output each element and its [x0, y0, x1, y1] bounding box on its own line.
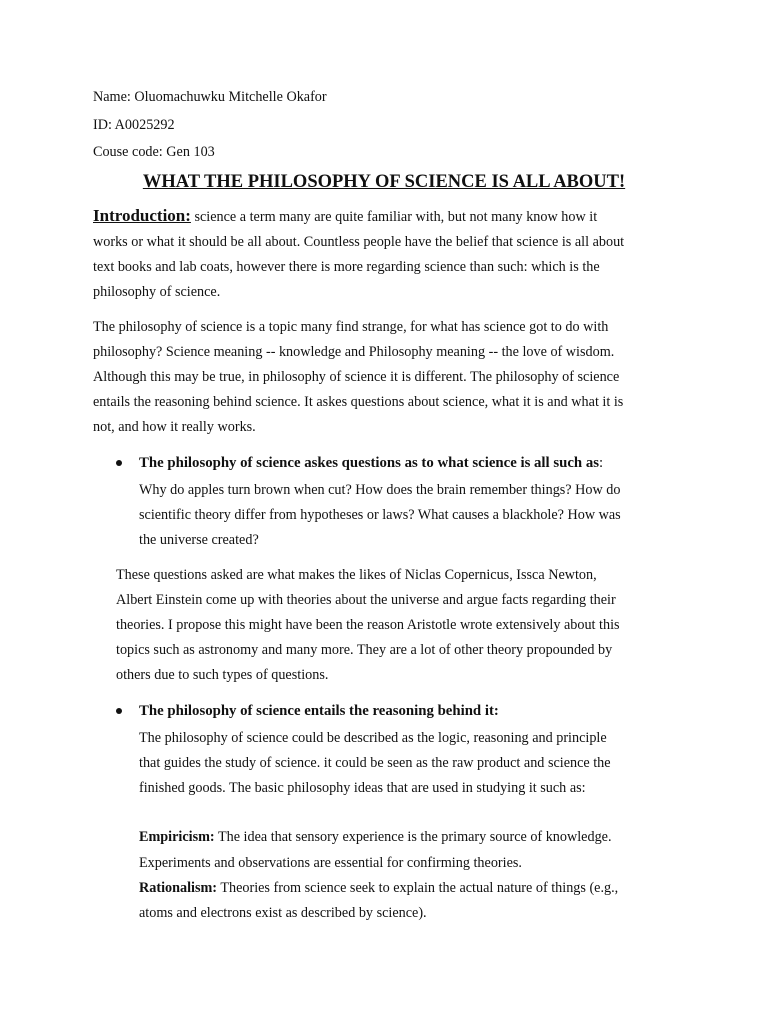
para2-line-3: Although this may be true, in philosophy of science it is different. The philosophy of science: [93, 369, 620, 385]
empiricism-line-1: [139, 828, 612, 846]
bullet2-line-1: The philosophy of science could be described as the logic, reasoning and principle: [139, 730, 607, 746]
rationalism-line-1: [139, 879, 618, 897]
empiricism-term: Empiricism:: [139, 829, 215, 845]
para3-line-1: These questions asked are what makes the likes of Niclas Copernicus, Issca Newton,: [116, 567, 597, 583]
intro-label: Introduction:: [93, 206, 191, 225]
empiricism-definition: The idea that sensory experience is the primary source of knowledge.: [214, 829, 612, 845]
para2-line-5: not, and how it really works.: [93, 419, 256, 435]
para3-line-5: others due to such types of questions.: [116, 667, 329, 683]
intro-text: science a term many are quite familiar with, but not many know how it: [194, 209, 598, 225]
rationalism-definition: Theories from science seek to explain the actual nature of things (e.g.,: [217, 880, 619, 896]
bullet1-heading: [139, 454, 603, 472]
bullet1-heading-text: The philosophy of science askes questions as to what science is all such as: [139, 455, 599, 471]
para3-line-3: theories. I propose this might have been the reason Aristotle wrote extensively about this: [116, 617, 620, 633]
bullet-dot-icon: [116, 460, 122, 466]
course-code: Couse code: Gen 103: [93, 144, 215, 160]
intro-line-2: works or what it should be all about. Countless people have the belief that science is all about: [93, 234, 625, 250]
bullet-dot-icon: [116, 708, 122, 714]
para2-line-4: entails the reasoning behind science. It askes questions about science, what it is and what it is: [93, 394, 624, 410]
para3-line-4: topics such as astronomy and many more. They are a lot of other theory propounded by: [116, 642, 613, 658]
intro-line-3: text books and lab coats, however there is more regarding science than such: which is the: [93, 259, 600, 275]
para2-line-1: The philosophy of science is a topic many find strange, for what has science got to do with: [93, 319, 609, 335]
rationalism-term: Rationalism:: [139, 880, 218, 896]
student-name: Name: Oluomachuwku Mitchelle Okafor: [93, 89, 327, 105]
intro-line-4: philosophy of science.: [93, 284, 221, 300]
student-id: ID: A0025292: [93, 117, 175, 133]
bullet2-line-2: that guides the study of science. it could be seen as the raw product and science the: [139, 755, 611, 771]
bullet1-line-2: scientific theory differ from hypotheses or laws? What causes a blackhole? How was: [139, 507, 621, 523]
bullet1-colon: :: [599, 455, 604, 471]
bullet2-line-3: finished goods. The basic philosophy ideas that are used in studying it such as:: [139, 780, 586, 796]
empiricism-line-2: Experiments and observations are essential for confirming theories.: [139, 855, 522, 871]
para2-line-2: philosophy? Science meaning -- knowledge and Philosophy meaning -- the love of wisdom.: [93, 344, 615, 360]
document-title: WHAT THE PHILOSOPHY OF SCIENCE IS ALL ABOUT!: [142, 172, 626, 192]
bullet1-line-3: the universe created?: [139, 532, 259, 548]
bullet2-heading: The philosophy of science entails the reasoning behind it:: [139, 703, 499, 719]
intro-line-1: [93, 207, 597, 226]
para3-line-2: Albert Einstein come up with theories about the universe and argue facts regarding their: [116, 592, 616, 608]
rationalism-line-2: atoms and electrons exist as described by science).: [139, 905, 427, 921]
bullet1-line-1: Why do apples turn brown when cut? How does the brain remember things? How do: [139, 482, 621, 498]
